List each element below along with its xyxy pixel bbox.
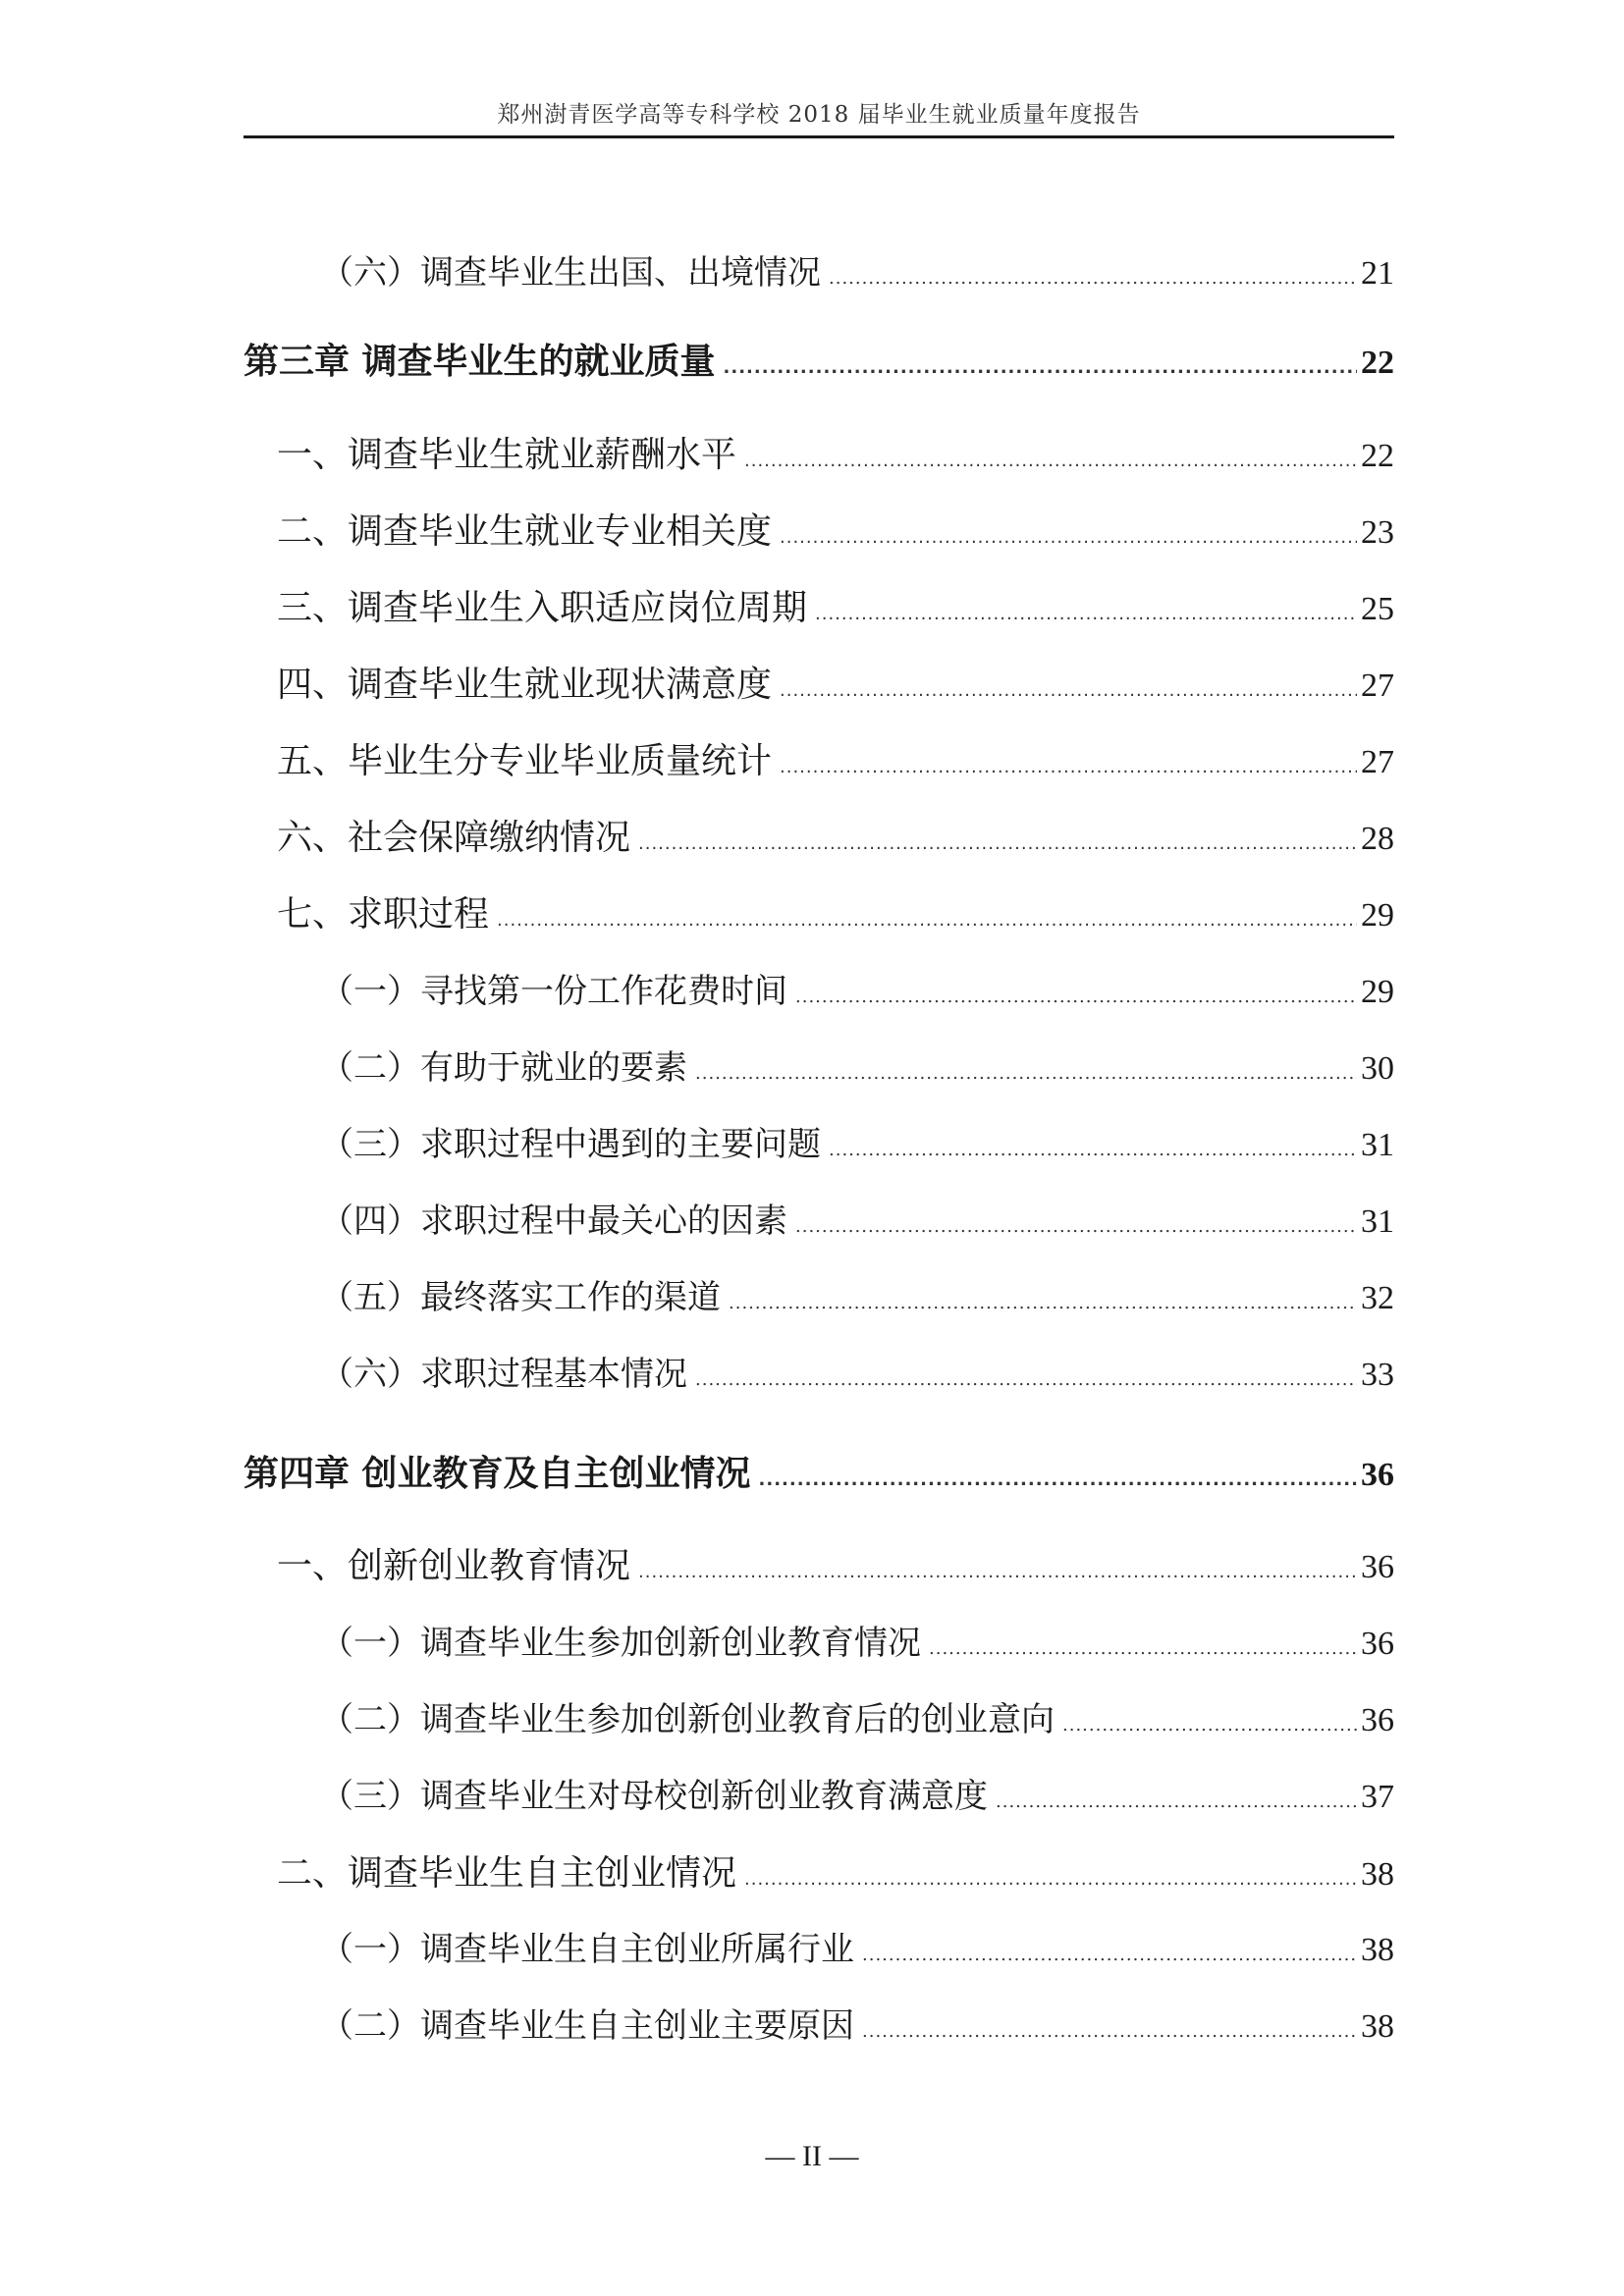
toc-leader-dots xyxy=(729,1293,1357,1313)
toc-entry-page: 21 xyxy=(1361,255,1394,292)
toc-entry[interactable] xyxy=(320,245,1394,294)
toc-entry-page: 29 xyxy=(1361,897,1394,934)
toc-entry-label: （四）求职过程中最关心的因素 xyxy=(320,1201,787,1241)
toc-subsection-entry[interactable] xyxy=(320,1041,1394,1089)
toc-subsection-entry[interactable] xyxy=(320,964,1394,1012)
toc-leader-dots xyxy=(795,987,1357,1007)
toc-leader-dots xyxy=(695,1369,1357,1390)
toc-entry-page: 27 xyxy=(1361,667,1394,704)
toc-entry-page: 31 xyxy=(1361,1127,1394,1163)
toc-leader-dots xyxy=(795,1216,1357,1237)
toc-entry-label: （二）调查毕业生参加创新创业教育后的创业意向 xyxy=(320,1700,1055,1739)
toc-subsection-entry[interactable] xyxy=(320,1616,1394,1664)
toc-entry-label: （一）调查毕业生参加创新创业教育情况 xyxy=(320,1624,921,1663)
toc-entry-page: 25 xyxy=(1361,591,1394,627)
toc-leader-dots xyxy=(829,1140,1357,1160)
toc-entry-label: 六、社会保障缴纳情况 xyxy=(277,818,631,858)
toc-entry-label: 一、创新创业教育情况 xyxy=(277,1546,631,1586)
toc-chapter-entry[interactable] xyxy=(244,334,1394,384)
toc-entry-label: （二）有助于就业的要素 xyxy=(320,1048,687,1088)
toc-chapter-entry[interactable] xyxy=(244,1446,1394,1496)
toc-leader-dots xyxy=(780,527,1357,548)
toc-entry-page: 23 xyxy=(1361,514,1394,551)
toc-entry-page: 22 xyxy=(1361,345,1394,381)
toc-entry-page: 38 xyxy=(1361,1932,1394,1968)
toc-entry-label: （一）调查毕业生自主创业所属行业 xyxy=(320,1930,854,1969)
page-number: — II — xyxy=(765,2140,859,2172)
toc-entry-page: 36 xyxy=(1361,1702,1394,1738)
toc-section-entry[interactable] xyxy=(277,810,1394,860)
toc-entry-label: 第三章 调查毕业生的就业质量 xyxy=(244,342,716,382)
toc-entry-page: 36 xyxy=(1361,1457,1394,1493)
toc-entry-label: （五）最终落实工作的渠道 xyxy=(320,1278,721,1317)
toc-section-entry[interactable] xyxy=(277,580,1394,630)
toc-leader-dots xyxy=(497,910,1357,931)
toc-entry-page: 36 xyxy=(1361,1549,1394,1585)
toc-leader-dots xyxy=(695,1063,1357,1084)
toc-leader-dots xyxy=(638,833,1357,854)
toc-leader-dots xyxy=(780,757,1357,777)
toc-entry-page: 31 xyxy=(1361,1203,1394,1240)
toc-leader-dots xyxy=(862,1945,1357,1965)
toc-entry-label: （二）调查毕业生自主创业主要原因 xyxy=(320,2006,854,2046)
toc-entry-label: 二、调查毕业生就业专业相关度 xyxy=(277,511,773,552)
toc-entry-label: 一、调查毕业生就业薪酬水平 xyxy=(277,435,737,475)
toc-leader-dots xyxy=(929,1638,1357,1659)
toc-entry-page: 37 xyxy=(1361,1779,1394,1815)
toc-entry-label: 二、调查毕业生自主创业情况 xyxy=(277,1853,737,1894)
toc-leader-dots xyxy=(780,680,1357,701)
toc-leader-dots xyxy=(996,1791,1357,1812)
toc-section-entry[interactable] xyxy=(277,504,1394,554)
toc-entry-page: 38 xyxy=(1361,2008,1394,2045)
toc-entry-page: 38 xyxy=(1361,1856,1394,1893)
toc-section-entry[interactable] xyxy=(277,1845,1394,1896)
toc-entry-page: 28 xyxy=(1361,821,1394,857)
toc-leader-dots xyxy=(815,604,1357,624)
toc-leader-dots xyxy=(1062,1715,1357,1735)
toc-entry-label: 三、调查毕业生入职适应岗位周期 xyxy=(277,588,808,628)
toc-section-entry[interactable] xyxy=(277,657,1394,707)
toc-entry-label: （一）寻找第一份工作花费时间 xyxy=(320,972,787,1011)
report-title: 郑州澍青医学高等专科学校 2018 届毕业生就业质量年度报告 xyxy=(497,102,1141,128)
toc-entry-page: 30 xyxy=(1361,1050,1394,1087)
toc-entry-label: 第四章 创业教育及自主创业情况 xyxy=(244,1454,751,1494)
toc-subsection-entry[interactable] xyxy=(320,1692,1394,1740)
toc-entry-label: 七、求职过程 xyxy=(277,894,490,934)
toc-subsection-entry[interactable] xyxy=(320,1922,1394,1970)
toc-entry-page: 29 xyxy=(1361,974,1394,1010)
toc-leader-dots xyxy=(724,357,1357,378)
toc-section-entry[interactable] xyxy=(277,886,1394,936)
toc-section-entry[interactable] xyxy=(277,1538,1394,1588)
toc-entry-label: 四、调查毕业生就业现状满意度 xyxy=(277,665,773,705)
toc-entry-label: 五、毕业生分专业毕业质量统计 xyxy=(277,741,773,781)
toc-leader-dots xyxy=(829,268,1357,289)
toc-subsection-entry[interactable] xyxy=(320,1270,1394,1318)
toc-entry-label: （三）求职过程中遇到的主要问题 xyxy=(320,1125,821,1164)
toc-entry-page: 32 xyxy=(1361,1280,1394,1316)
toc-entry-label: （六）求职过程基本情况 xyxy=(320,1355,687,1394)
toc-section-entry[interactable] xyxy=(277,733,1394,783)
toc-entry-page: 36 xyxy=(1361,1626,1394,1662)
toc-leader-dots xyxy=(759,1469,1357,1490)
toc-leader-dots xyxy=(744,451,1357,471)
toc-subsection-entry[interactable] xyxy=(320,1117,1394,1165)
toc-subsection-entry[interactable] xyxy=(320,1769,1394,1817)
toc-entry-page: 33 xyxy=(1361,1357,1394,1393)
toc-section-entry[interactable] xyxy=(277,427,1394,477)
toc-leader-dots xyxy=(862,2021,1357,2042)
toc-entry-page: 27 xyxy=(1361,744,1394,780)
toc-leader-dots xyxy=(744,1869,1357,1890)
toc-entry-label: （六）调查毕业生出国、出境情况 xyxy=(320,253,821,293)
toc-subsection-entry[interactable] xyxy=(320,1999,1394,2047)
toc-subsection-entry[interactable] xyxy=(320,1347,1394,1395)
toc-entry-page: 22 xyxy=(1361,438,1394,474)
toc-leader-dots xyxy=(638,1562,1357,1582)
toc-entry-label: （三）调查毕业生对母校创新创业教育满意度 xyxy=(320,1777,988,1816)
toc-subsection-entry[interactable] xyxy=(320,1194,1394,1242)
